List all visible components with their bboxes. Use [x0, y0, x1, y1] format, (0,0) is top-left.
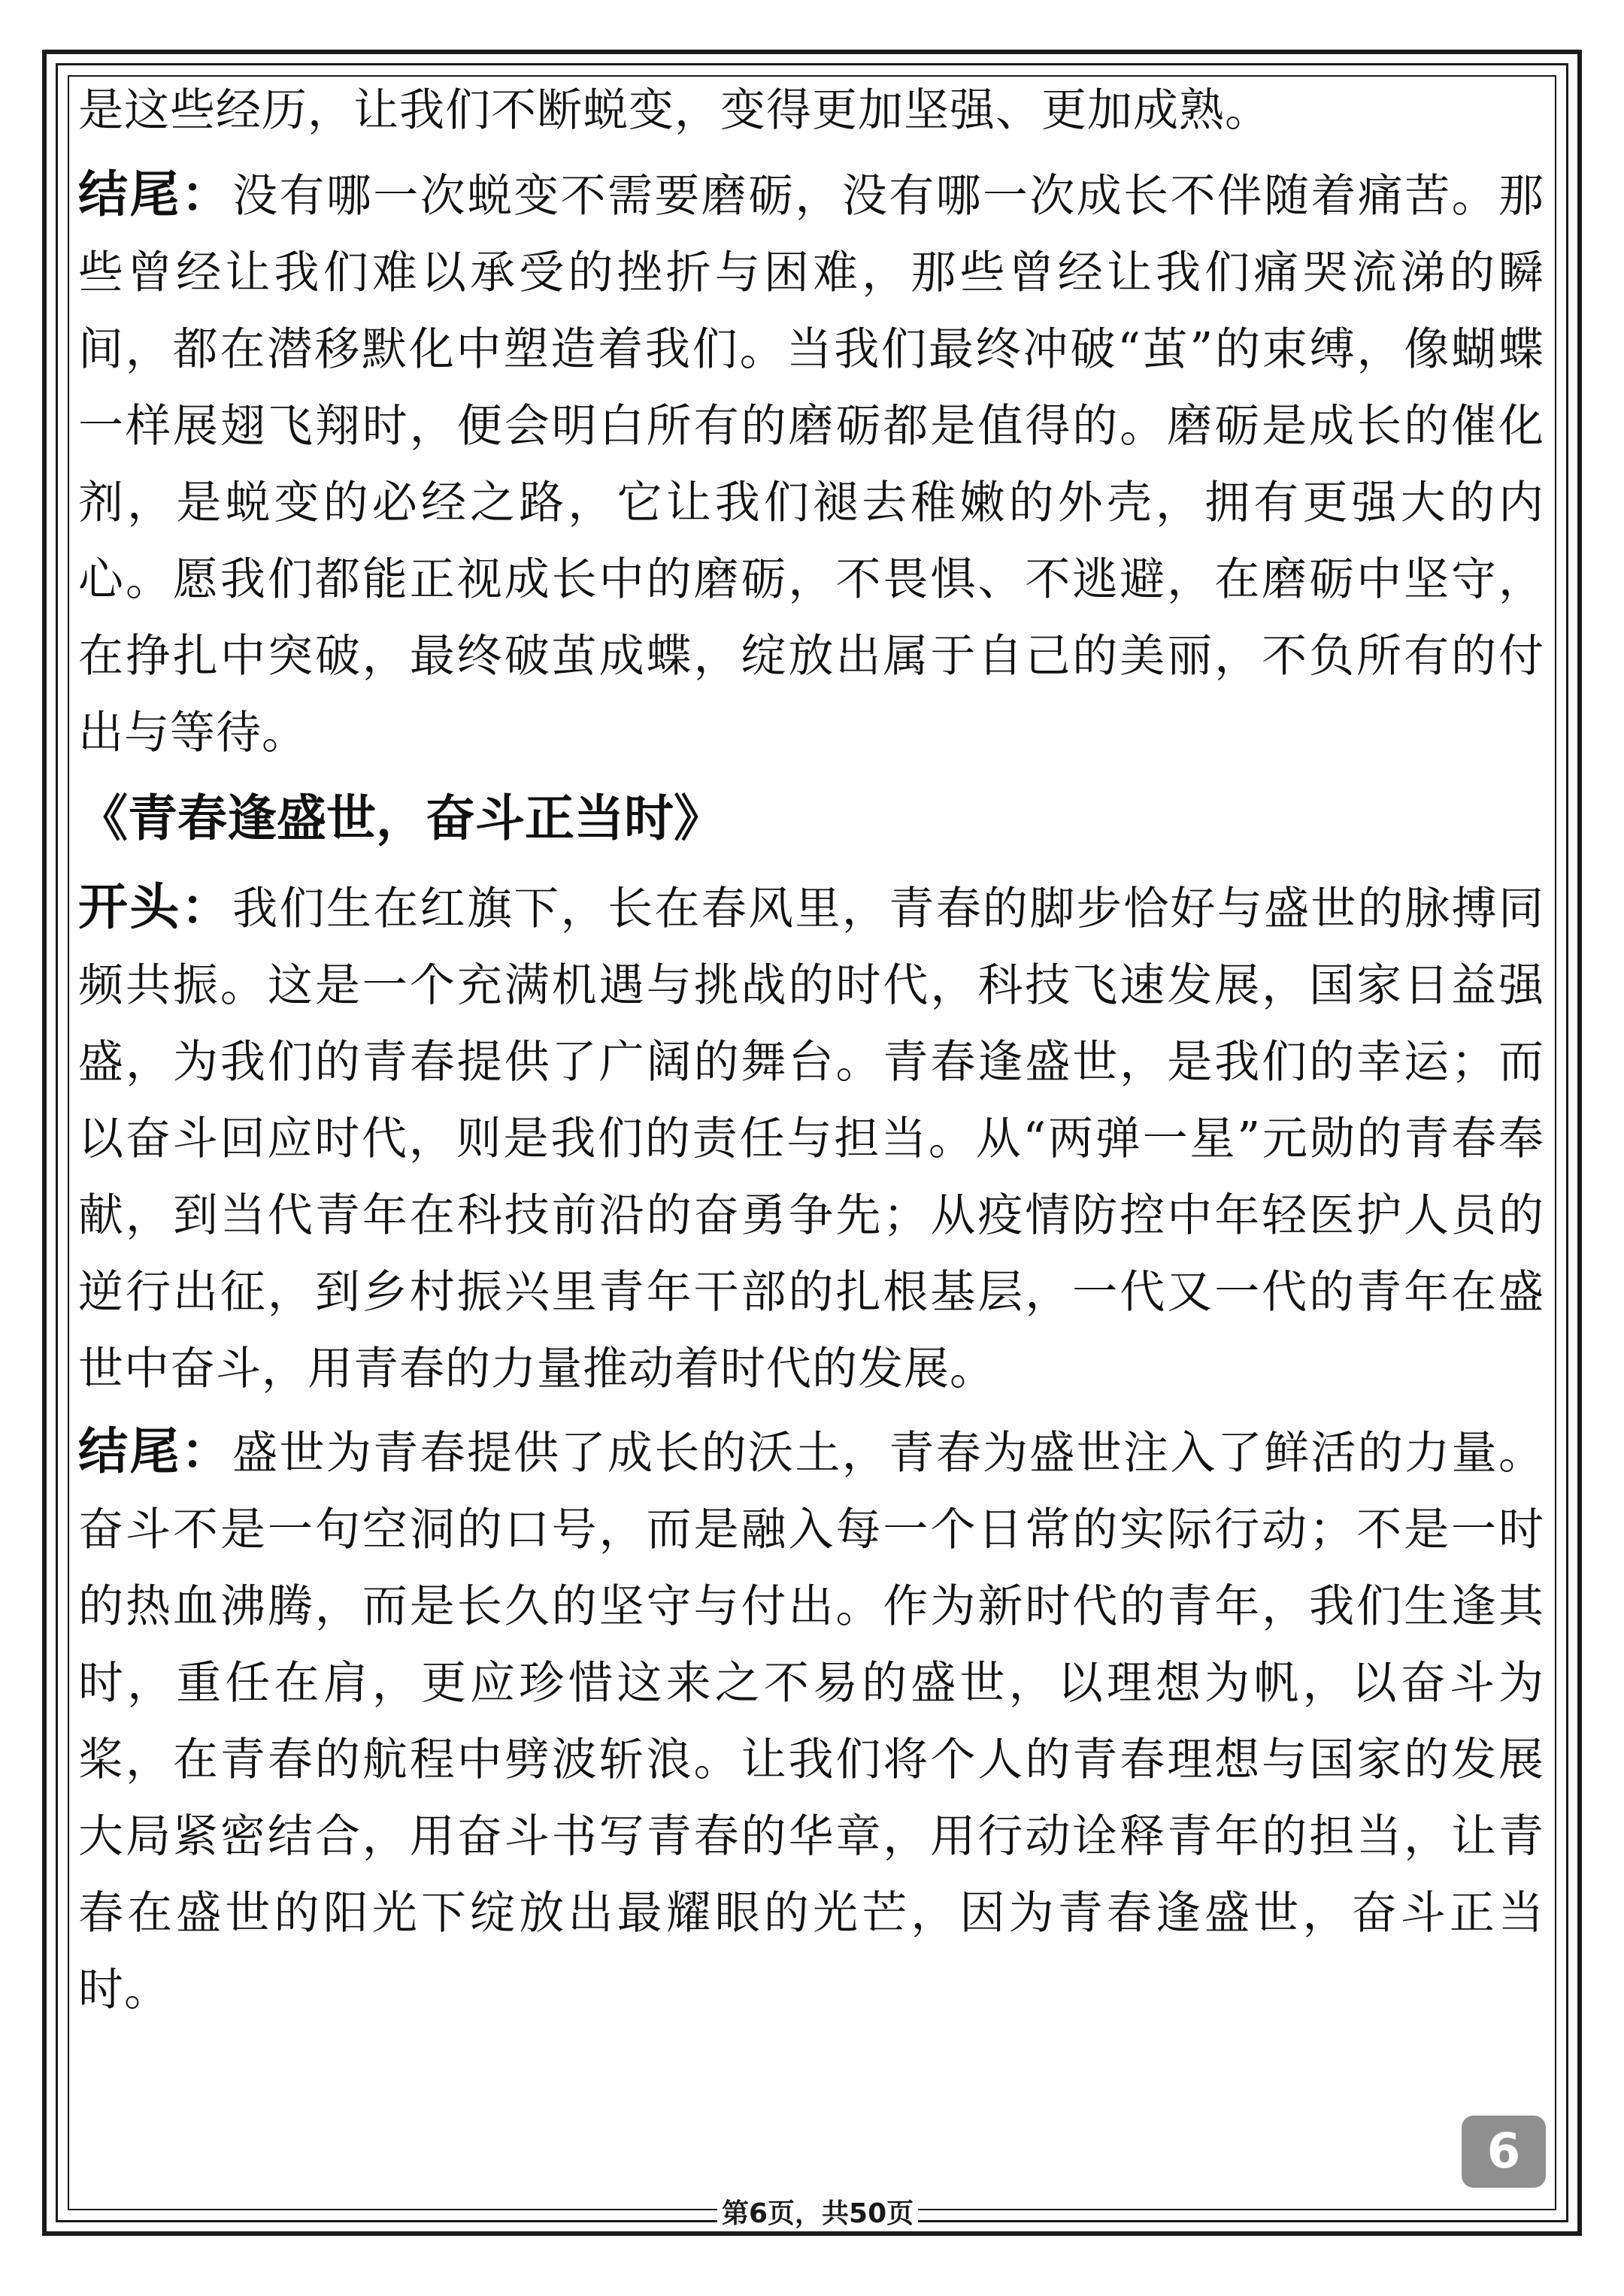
essay1-ending [78, 156, 1544, 771]
page-footer: 第6页，共50页 [717, 2192, 918, 2231]
essay2-ending [78, 1413, 1544, 2028]
page-number-badge: 6 [1462, 2116, 1546, 2188]
ending-text: 盛世为青春提供了成长的沃土，青春为盛世注入了鲜活的力量。奋斗不是一句空洞的口号，而是融入每一个日常的实际行动；不是一时的热血沸腾，而是长久的坚守与付出。作为新时代的青年，我们生逢其时，重任在肩，更应珍惜这来之不易的盛世，以理想为帆，以奋斗为桨，在青春的航程中劈波斩浪。让我们将个人的青春理想与国家的发展大局紧密结合，用奋斗书写青春的华章，用行动诠释青年的担当，让青春在盛世的阳光下绽放出最耀眼的光芒，因为青春逢盛世，奋斗正当时。 [78, 1427, 1545, 2016]
ending-label: 结尾： [78, 165, 233, 223]
essay2-opening-paragraph [78, 869, 1544, 1407]
essay2-opening [78, 869, 1544, 1407]
opening-label: 开头： [78, 878, 233, 936]
opening-text: 我们生在红旗下，长在春风里，青春的脚步恰好与盛世的脉搏同频共振。这是一个充满机遇与挑战的时代，科技飞速发展，国家日益强盛，为我们的青春提供了广阔的舞台。青春逢盛世，是我们的幸运；而以奋斗回应时代，则是我们的责任与担当。从“两弹一星”元勋的青春奉献，到当代青年在科技前沿的奋勇争先；从疫情防控中年轻医护人员的逆行出征，到乡村振兴里青年干部的扎根基层，一代又一代的青年在盛世中奋斗，用青春的力量推动着时代的发展。 [78, 883, 1545, 1395]
essay2-ending-paragraph [78, 1413, 1544, 2028]
essay2-title: 《青春逢盛世，奋斗正当时》 [78, 789, 723, 847]
ending-label: 结尾： [78, 1422, 233, 1480]
document-body [78, 72, 1544, 2034]
intro-tail-paragraph: 是这些经历，让我们不断蜕变，变得更加坚强、更加成熟。 [78, 84, 1271, 137]
ending-text: 没有哪一次蜕变不需要磨砺，没有哪一次成长不伴随着痛苦。那些曾经让我们难以承受的挫折与困难，那些曾经让我们痛哭流涕的瞬间，都在潜移默化中塑造着我们。当我们最终冲破“茧”的束缚，像蝴蝶一样展翅飞翔时，便会明白所有的磨砺都是值得的。磨砺是成长的催化剂，是蜕变的必经之路，它让我们褪去稚嫩的外壳，拥有更强大的内心。愿我们都能正视成长中的磨砺，不畏惧、不逃避，在磨砺中坚守，在挣扎中突破，最终破茧成蝶，绽放出属于自己的美丽，不负所有的付出与等待。 [78, 170, 1545, 759]
essay1-ending-paragraph [78, 156, 1544, 771]
